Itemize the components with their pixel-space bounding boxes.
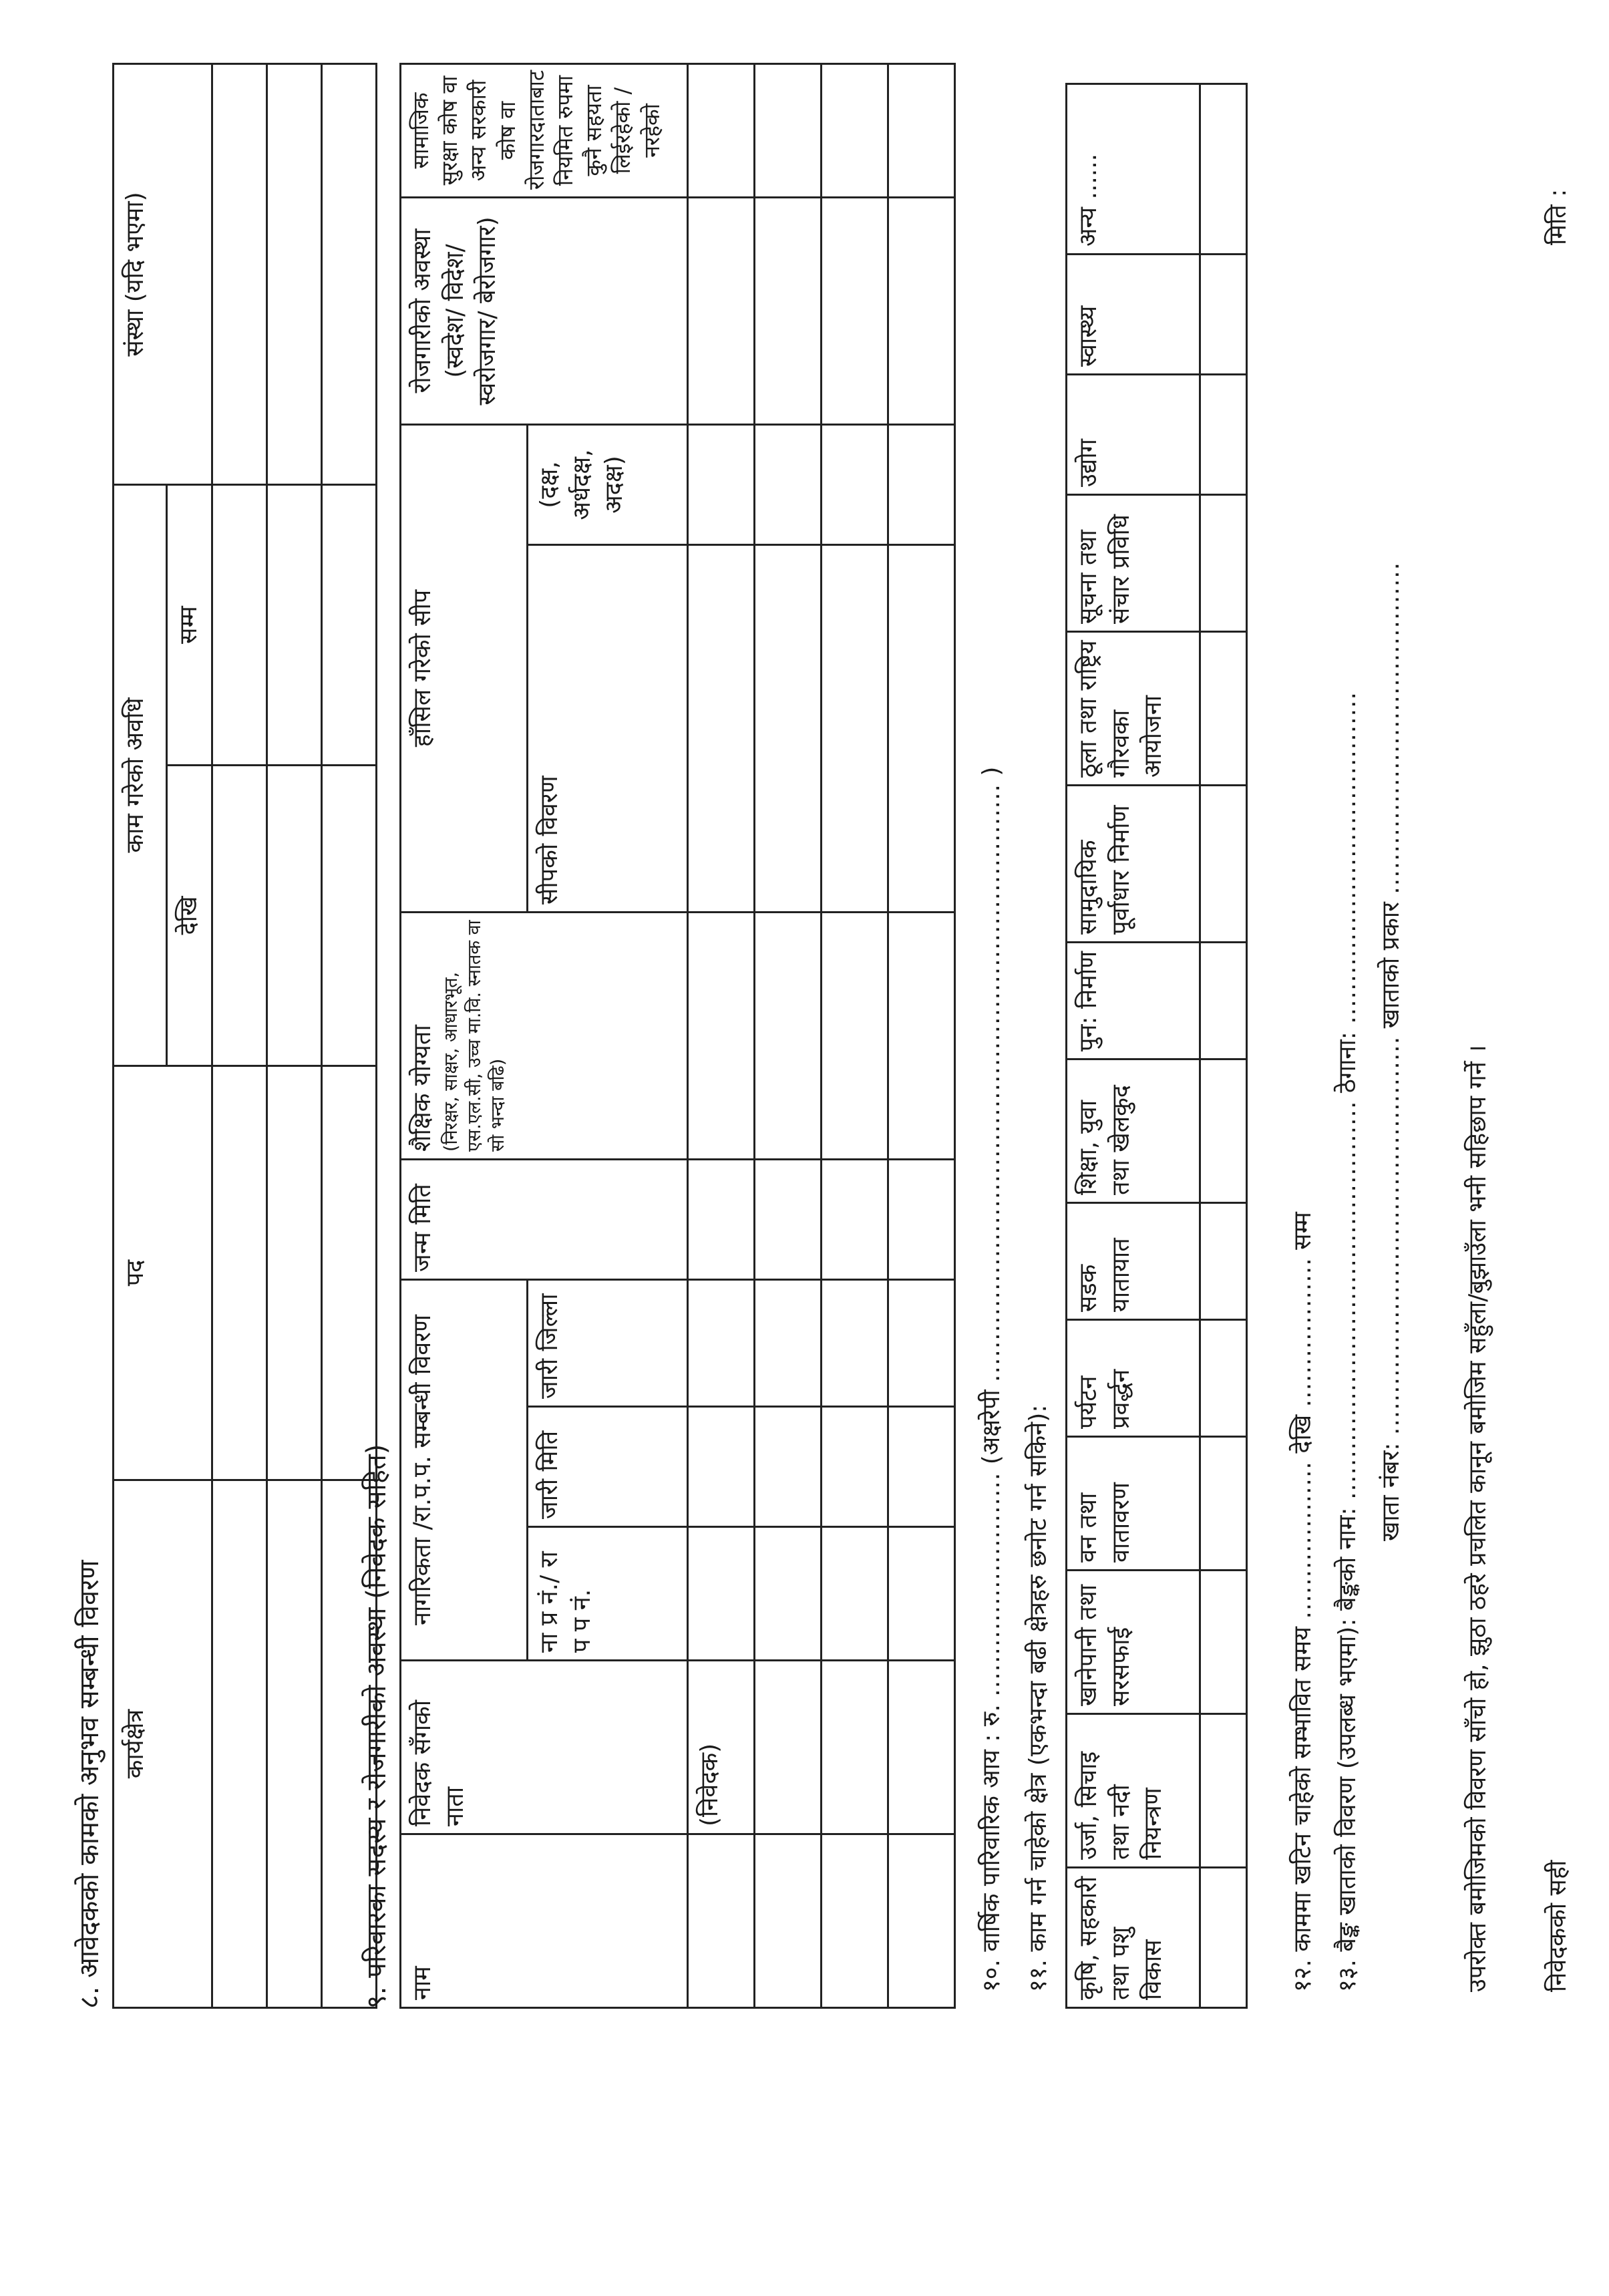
checkbox-cell[interactable] xyxy=(1200,632,1247,786)
cell[interactable] xyxy=(755,1661,822,1834)
header-work-area: कार्यक्षेत्र xyxy=(114,1480,212,2008)
cell[interactable] xyxy=(212,1480,266,2008)
cell[interactable] xyxy=(888,1661,955,1834)
checkbox-cell[interactable] xyxy=(1200,1714,1247,1868)
cell[interactable] xyxy=(888,63,955,197)
option-other[interactable]: अन्य ...... xyxy=(1067,84,1200,255)
cell[interactable] xyxy=(688,912,755,1159)
checkbox-cell[interactable] xyxy=(1200,255,1247,375)
header-skill: हाँसिल गरेको सीप xyxy=(401,424,528,912)
option-water[interactable]: खानेपानी तथा सरसफाई xyxy=(1067,1571,1200,1714)
item10-line xyxy=(976,767,1008,1992)
header-skill-level: (दक्ष, अर्धदक्ष, अदक्ष) xyxy=(528,424,688,544)
option-energy[interactable]: उर्जा, सिचाइ तथा नदी नियन्त्रण xyxy=(1067,1714,1200,1868)
period-to-field[interactable]: .................. xyxy=(1289,1257,1316,1408)
education-note: (निरक्षर, साक्षर, आधारभूत, एस.एल.सी, उच्च मा.वि. स्नातक वा सो भन्दा बढि) xyxy=(440,920,508,1152)
header-dob: जन्म मिति xyxy=(401,1159,688,1279)
option-agriculture[interactable]: कृषि, सहकारी तथा पशु विकास xyxy=(1067,1868,1200,2008)
item11-label: ११. काम गर्न चाहेको क्षेत्र (एकभन्दा बढी क्षेत्रहरु छनोट गर्न सकिने): xyxy=(1025,1404,1052,1992)
cell[interactable] xyxy=(822,197,888,424)
checkbox-cell[interactable] xyxy=(1200,1320,1247,1437)
item10-close: ) xyxy=(978,766,1005,776)
header-education xyxy=(401,912,688,1159)
header-issue-date: जारी मिति xyxy=(528,1407,688,1527)
income-field[interactable]: ........................... xyxy=(978,1472,1005,1697)
item13-line-2 xyxy=(1376,562,1407,1541)
cell[interactable] xyxy=(688,424,755,544)
table-row xyxy=(822,63,888,2007)
option-forest[interactable]: वन तथा वातावरण xyxy=(1067,1437,1200,1571)
address-label: ठेगाना: xyxy=(1334,1031,1361,1094)
cell[interactable] xyxy=(755,1159,822,1279)
item12-to: सम्म xyxy=(1289,1212,1316,1250)
section8-title: ८. आवेदकको कामको अनुभव सम्बन्धी विवरण xyxy=(74,1560,105,2009)
cell[interactable] xyxy=(688,197,755,424)
cell[interactable] xyxy=(212,485,266,766)
cell[interactable] xyxy=(888,1159,955,1279)
bank-name-field[interactable]: ................................................ xyxy=(1334,1100,1361,1500)
cell[interactable] xyxy=(755,912,822,1159)
checkbox-cell[interactable] xyxy=(1200,1437,1247,1571)
cell[interactable] xyxy=(266,1066,321,1480)
date-label: मिति : xyxy=(1544,188,1572,245)
table-row xyxy=(212,64,266,2008)
header-citizenship: नागरिकता /रा.प.प. सम्बन्धी विवरण xyxy=(401,1279,528,1660)
header-citizenship-no: ना प्र नं./ रा प प नं. xyxy=(528,1527,688,1661)
cell[interactable] xyxy=(212,1066,266,1480)
item12-line xyxy=(1288,1212,1319,1992)
option-health[interactable]: स्वास्थ्य xyxy=(1067,255,1200,375)
cell[interactable] xyxy=(266,485,321,766)
header-relation: निवेदक सँगको नाता xyxy=(401,1661,688,1834)
cell[interactable] xyxy=(321,1066,376,1480)
cell[interactable] xyxy=(822,1834,888,2008)
cell[interactable] xyxy=(688,63,755,197)
cell[interactable] xyxy=(321,64,376,485)
cell[interactable] xyxy=(822,1159,888,1279)
cell[interactable] xyxy=(888,1527,955,1661)
header-post: पद xyxy=(114,1066,212,1480)
cell[interactable] xyxy=(822,1661,888,1834)
cell[interactable] xyxy=(212,766,266,1066)
checkbox-cell[interactable] xyxy=(1200,1203,1247,1320)
cell[interactable] xyxy=(888,544,955,912)
item10-suffix: (अक्षरेपी xyxy=(978,1389,1005,1465)
table-row xyxy=(888,63,955,2007)
address-field[interactable]: ........................................ xyxy=(1334,691,1361,1024)
option-reconstruction[interactable]: पुन: निर्माण xyxy=(1067,943,1200,1059)
signature-label: निवेदकको सही xyxy=(1544,1860,1572,1992)
income-words-field[interactable]: ........................................................................ xyxy=(978,784,1005,1382)
work-area-table xyxy=(1065,83,1248,2009)
cell[interactable] xyxy=(266,64,321,485)
work-area-row xyxy=(1067,84,1200,2008)
cell[interactable] xyxy=(688,1159,755,1279)
bank-name-label: बैङ्कको नाम: xyxy=(1334,1507,1361,1611)
cell[interactable] xyxy=(888,1407,955,1527)
header-social-security: सामाजिक सुरक्षा कोष वा अन्य सरकारी कोष वा रोजगारदाताबाट नियमित रुपमा कुनै सहयता लिईरहेको / नरहेको xyxy=(401,63,688,197)
cell[interactable] xyxy=(822,63,888,197)
header-from: देखि xyxy=(167,766,212,1066)
work-area-checkbox-row xyxy=(1200,84,1247,2008)
cell[interactable] xyxy=(888,912,955,1159)
cell[interactable] xyxy=(755,424,822,544)
account-no-label: खाता नंबर: xyxy=(1377,1442,1405,1541)
cell[interactable] xyxy=(212,64,266,485)
option-community[interactable]: सामुदायिक पूर्वाधार निर्माण xyxy=(1067,786,1200,943)
header-period: काम गरेको अवधि xyxy=(114,485,167,1066)
cell[interactable] xyxy=(688,1279,755,1406)
checkbox-cell[interactable] xyxy=(1200,943,1247,1059)
applicant-label: (निवेदक) xyxy=(688,1661,755,1834)
cell[interactable] xyxy=(755,1834,822,2008)
checkbox-cell[interactable] xyxy=(1200,84,1247,255)
cell[interactable] xyxy=(822,424,888,544)
header-to: सम्म xyxy=(167,485,212,766)
checkbox-cell[interactable] xyxy=(1200,1571,1247,1714)
cell[interactable] xyxy=(688,1834,755,2008)
cell[interactable] xyxy=(888,1834,955,2008)
cell[interactable] xyxy=(822,1279,888,1406)
item12-label: १२. काममा खटिन चाहेको सम्भावित समय xyxy=(1289,1627,1316,1992)
checkbox-cell[interactable] xyxy=(1200,1868,1247,2008)
option-national-pride[interactable]: ठूला तथा राष्ट्रिय गौरवका आयोजना xyxy=(1067,632,1200,786)
cell[interactable] xyxy=(755,1407,822,1527)
declaration: उपरोक्त बमोजिमको विवरण साँचो हो, झुठा ठहरे प्रचलित कानून बमोजिम सहुँला/बुझाउँला भनी सहिछाप गर्ने । xyxy=(1464,1045,1491,1992)
checkbox-cell[interactable] xyxy=(1200,495,1247,632)
cell[interactable] xyxy=(321,766,376,1066)
option-education[interactable]: शिक्षा, युवा तथा खेलकुद xyxy=(1067,1059,1200,1203)
header-organization: संस्था (यदि भएमा) xyxy=(114,64,212,485)
option-tourism[interactable]: पर्यटन प्रवर्द्धन xyxy=(1067,1320,1200,1437)
header-employment: रोजगारीको अवस्था (स्वदेश/ विदेश/स्वरोजगार/ बेरोजगार) xyxy=(401,197,688,424)
cell[interactable] xyxy=(755,544,822,912)
cell[interactable] xyxy=(822,1527,888,1661)
cell[interactable] xyxy=(266,766,321,1066)
cell[interactable] xyxy=(755,63,822,197)
cell[interactable] xyxy=(888,197,955,424)
account-type-field[interactable]: ........................................ xyxy=(1377,561,1405,894)
section9-title: ९. परिवारका सदस्य र रोजगारीको अवस्था (निवेदक सहित) xyxy=(361,1444,392,2009)
cell[interactable] xyxy=(888,1279,955,1406)
family-table xyxy=(399,63,956,2009)
header-skill-detail: सीपको विवरण xyxy=(528,544,688,912)
account-type-label: खाताको प्रकार xyxy=(1377,902,1405,1029)
option-road[interactable]: सडक यातायात xyxy=(1067,1203,1200,1320)
cell[interactable] xyxy=(688,1407,755,1527)
table-row xyxy=(688,63,755,2007)
cell[interactable] xyxy=(688,1527,755,1661)
cell[interactable] xyxy=(755,1527,822,1661)
table-row xyxy=(266,64,321,2008)
header-issue-district: जारी जिल्ला xyxy=(528,1279,688,1406)
cell[interactable] xyxy=(755,1279,822,1406)
account-no-field[interactable]: ................................................ xyxy=(1377,1035,1405,1436)
checkbox-cell[interactable] xyxy=(1200,1059,1247,1203)
checkbox-cell[interactable] xyxy=(1200,786,1247,943)
option-industry[interactable]: उद्योग xyxy=(1067,375,1200,495)
cell[interactable] xyxy=(888,424,955,544)
table-row xyxy=(755,63,822,2007)
cell[interactable] xyxy=(822,1407,888,1527)
experience-table xyxy=(112,63,377,2009)
cell[interactable] xyxy=(755,197,822,424)
item13-line xyxy=(1332,691,1364,1992)
cell[interactable] xyxy=(321,485,376,766)
cell[interactable] xyxy=(688,544,755,912)
checkbox-cell[interactable] xyxy=(1200,375,1247,495)
item13-label: १३. बैङ्क खाताको विवरण (उपलब्ध भएमा): xyxy=(1334,1618,1361,1992)
option-ict[interactable]: सूचना तथा संचार प्रविधि xyxy=(1067,495,1200,632)
cell[interactable] xyxy=(822,544,888,912)
period-from-field[interactable]: ................... xyxy=(1289,1461,1316,1619)
header-name: नाम xyxy=(401,1834,688,2008)
item12-from: देखि xyxy=(1289,1414,1316,1454)
cell[interactable] xyxy=(266,1480,321,2008)
cell[interactable] xyxy=(822,912,888,1159)
education-label: शैक्षिक योग्यता xyxy=(409,1025,436,1152)
item10-label: १०. वार्षिक पारिवारिक आय : रु. xyxy=(978,1704,1005,1992)
